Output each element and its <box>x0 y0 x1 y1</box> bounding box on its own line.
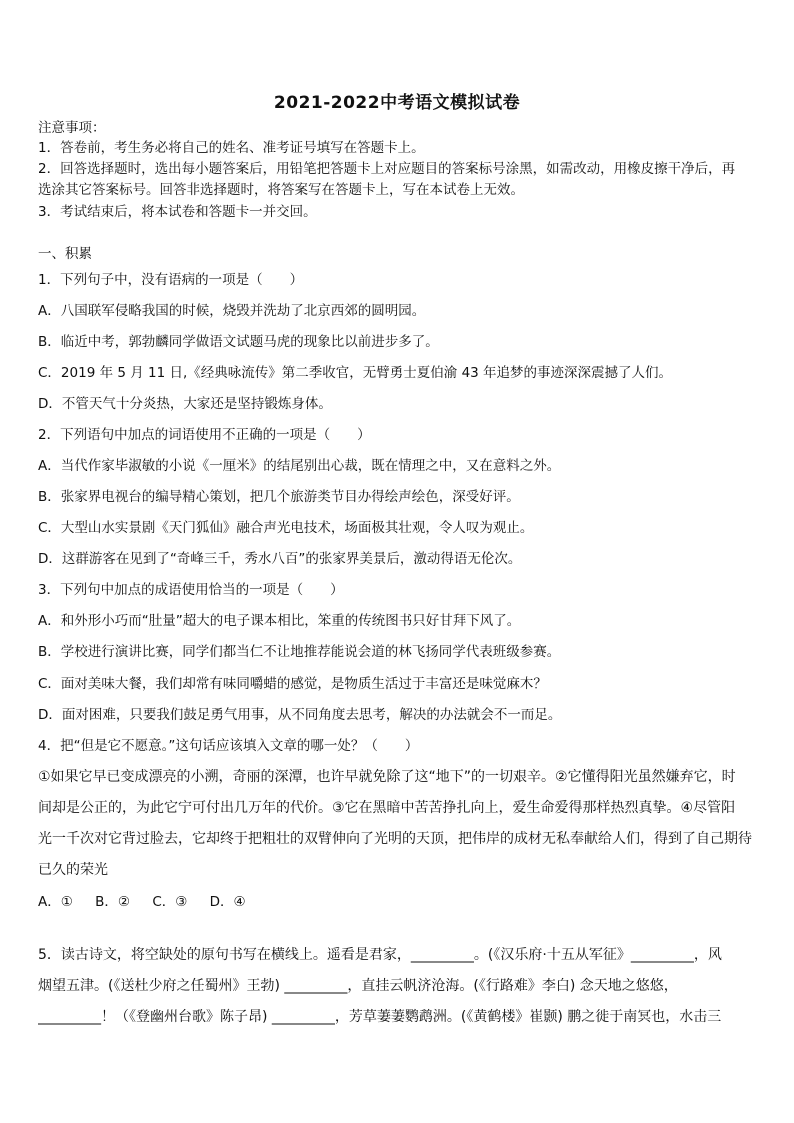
answer-options <box>38 892 764 912</box>
option-c: C．2019 年 5 月 11 日,《经典咏流传》第二季收官，无臂勇士夏伯渝 43 年追梦的事迹深深震撼了人们。 <box>38 365 673 381</box>
option-a: A．当代作家毕淑敏的小说《一厘米》的结尾别出心裁，既在情理之中，又在意料之外。 <box>38 458 561 474</box>
passage-line: 已久的荣光 <box>38 862 108 878</box>
question-line: _________！（《登幽州台歌》陈子昂) _________，芳草萋萋鹦鹉洲。(《黄鹤楼》崔颢) 鹏之徙于南冥也，水击三 <box>38 1009 722 1025</box>
option-b: B．学校进行演讲比赛，同学们都当仁不让地推荐能说会道的林飞扬同学代表班级参赛。 <box>38 644 561 660</box>
option-d: D．面对困难，只要我们鼓足勇气用事，从不同角度去思考，解决的办法就会不一而足。 <box>38 707 562 723</box>
notice-heading: 注意事项： <box>38 120 106 136</box>
notice-item: 选涂其它答案标号。回答非选择题时，将答案写在答题卡上，写在本试卷上无效。 <box>38 182 524 198</box>
question-stem: 1．下列句子中，没有语病的一项是（ ） <box>38 272 304 288</box>
question-line: 烟望五津。(《送杜少府之任蜀州》王勃) _________，直挂云帆济沧海。(《行路难》李白) 念天地之悠悠， <box>38 978 678 994</box>
question-5 <box>38 940 764 1033</box>
notice-item: 3．考试结束后，将本试卷和答题卡一并交回。 <box>38 204 317 220</box>
option-c: C．③ <box>152 894 188 910</box>
passage-line: ①如果它早已变成漂亮的小溯，奇丽的深潭，也许早就免除了这“地下”的一切艰辛。②它懂得阳光虽然嫌弃它，时 <box>38 769 736 785</box>
page-title: 2021-2022中考语文模拟试卷 <box>273 93 521 113</box>
option-a: A．① <box>38 894 73 910</box>
section-heading: 一、积累 <box>38 246 92 262</box>
question-passage <box>38 762 764 886</box>
notice-item: 2．回答选择题时，选出每小题答案后，用铅笔把答题卡上对应题目的答案标号涂黑，如需改动，用橡皮擦干净后，再 <box>38 161 736 177</box>
option-b: B．张家界电视台的编导精心策划，把几个旅游类节目办得绘声绘色，深受好评。 <box>38 489 520 505</box>
option-a: A．和外形小巧而“肚量”超大的电子课本相比，笨重的传统图书只好甘拜下风了。 <box>38 613 521 629</box>
option-b: B．② <box>95 894 131 910</box>
option-d: D．④ <box>209 894 246 910</box>
question-stem: 2．下列语句中加点的词语使用不正确的一项是（ ） <box>38 427 371 443</box>
option-d: D．这群游客在见到了“奇峰三千，秀水八百”的张家界美景后，激动得语无伦次。 <box>38 551 522 567</box>
question-stem: 3．下列句中加点的成语使用恰当的一项是（ ） <box>38 582 344 598</box>
option-b: B．临近中考，郭勃麟同学做语文试题马虎的现象比以前进步多了。 <box>38 334 439 350</box>
passage-line: 间却是公正的，为此它宁可付出几万年的代价。③它在黑暗中苦苦挣扎向上，爱生命爱得那样热烈真挚。④尽管阳 <box>38 800 736 816</box>
option-c: C．大型山水实景剧《天门狐仙》融合声光电技术，场面极其壮观，令人叹为观止。 <box>38 520 534 536</box>
option-a: A．八国联军侵略我国的时候，烧毁并洗劫了北京西郊的圆明园。 <box>38 303 426 319</box>
question-stem: 4．把“但是它不愿意。”这句话应该填入文章的哪一处？（ ） <box>38 738 419 754</box>
question-line: 5．读古诗文，将空缺处的原句书写在横线上。遥看是君家，_________。(《汉乐府·十五从军征》_________，风 <box>38 947 722 963</box>
option-c: C．面对美味大餐，我们却常有味同嚼蜡的感觉，是物质生活过于丰富还是味觉麻木？ <box>38 676 547 692</box>
passage-line: 光一千次对它背过脸去，它却终于把粗壮的双臂伸向了光明的天顶，把伟岸的成材无私奉献给人们，得到了自己期待 <box>38 831 752 847</box>
notice-item: 1．答卷前，考生务必将自己的姓名、准考证号填写在答题卡上。 <box>38 140 425 156</box>
option-d: D．不管天气十分炎热，大家还是坚持锻炼身体。 <box>38 396 332 412</box>
